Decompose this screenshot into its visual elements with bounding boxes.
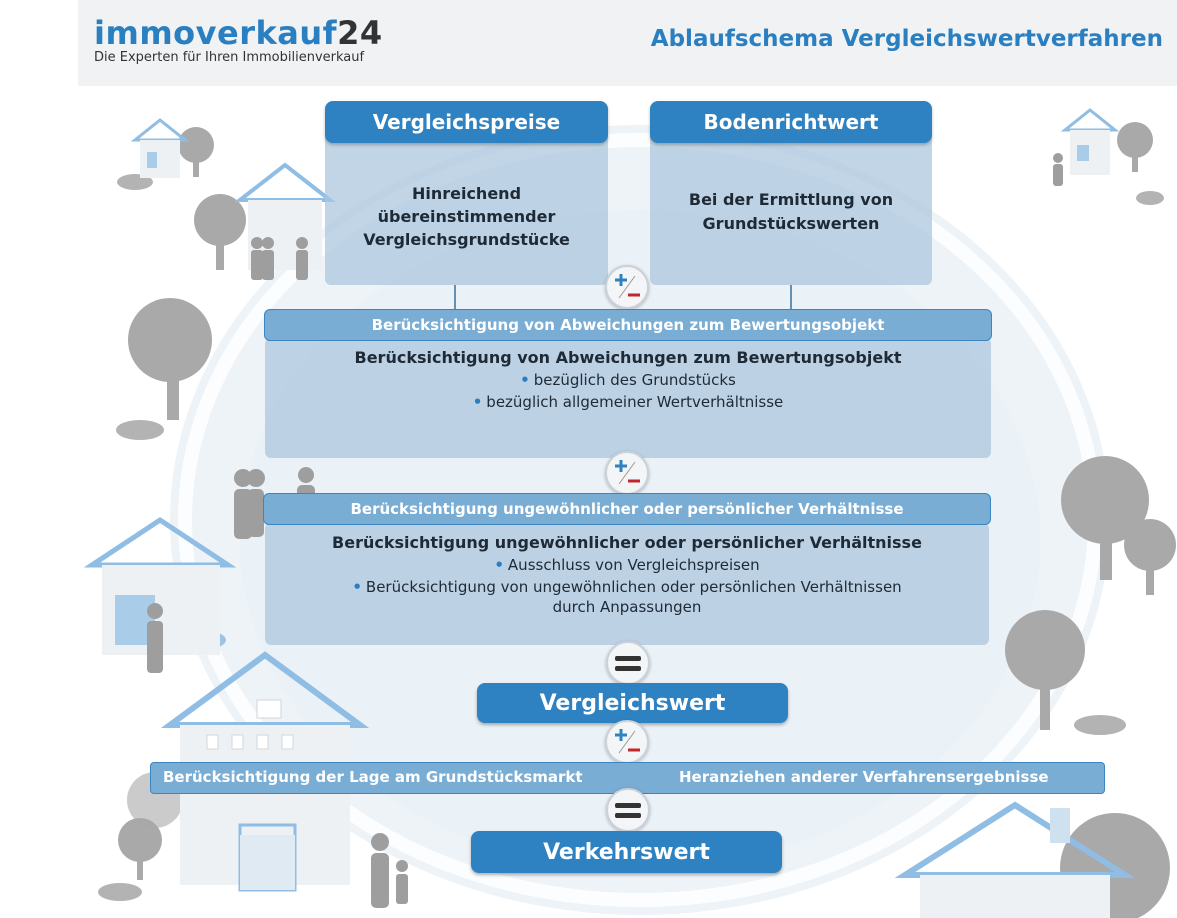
vergleichspreise-line-3: Vergleichsgrundstücke	[363, 230, 570, 249]
section-verhaeltnisse-subtitle: Berücksichtigung ungewöhnlicher oder persönlicher Verhältnisse	[332, 533, 922, 552]
list-item: • Berücksichtigung von ungewöhnlichen oder persönlichen Verhältnissen	[352, 578, 902, 596]
section-abweichungen-band: Berücksichtigung von Abweichungen zum Bewertungsobjekt	[264, 309, 992, 341]
verkehrswert-result: Verkehrswert	[471, 831, 782, 873]
bodenrichtwert-heading: Bodenrichtwert	[650, 101, 932, 143]
brand-tagline: Die Experten für Ihren Immobilienverkauf	[94, 50, 365, 65]
brand-logo: immoverkauf24	[94, 14, 383, 52]
equals-icon	[606, 641, 650, 685]
bottom-band-right: Heranziehen anderer Verfahrensergebnisse	[679, 768, 1049, 786]
vergleichspreise-line-2: übereinstimmender	[377, 207, 556, 226]
section-verhaeltnisse-band: Berücksichtigung ungewöhnlicher oder persönlicher Verhältnisse	[263, 493, 991, 525]
vergleichspreise-heading: Vergleichspreise	[325, 101, 608, 143]
section-abweichungen-subtitle: Berücksichtigung von Abweichungen zum Bewertungsobjekt	[354, 348, 902, 367]
list-item: • bezüglich des Grundstücks	[520, 371, 736, 389]
bottom-band-left: Berücksichtigung der Lage am Grundstücksmarkt	[163, 768, 583, 786]
list-item: • bezüglich allgemeiner Wertverhältnisse	[472, 393, 784, 411]
vergleichspreise-card	[325, 128, 608, 285]
bodenrichtwert-line-1: Bei der Ermittlung von	[688, 189, 894, 209]
list-item-continuation: durch Anpassungen	[552, 598, 702, 616]
equals-icon	[606, 788, 650, 832]
vergleichspreise-line-1: Hinreichend	[411, 184, 522, 203]
page-title: Ablaufschema Vergleichswertverfahren	[650, 26, 1163, 52]
bodenrichtwert-line-2: Grundstückswerten	[702, 213, 880, 233]
section-abweichungen	[265, 338, 991, 458]
section-verhaeltnisse	[265, 523, 989, 645]
list-item: • Ausschluss von Vergleichspreisen	[494, 556, 760, 574]
plus-minus-icon	[605, 451, 649, 495]
vergleichswert-result: Vergleichswert	[477, 683, 788, 723]
plus-minus-icon	[605, 265, 649, 309]
bodenrichtwert-card	[650, 128, 932, 285]
plus-minus-icon	[605, 720, 649, 764]
